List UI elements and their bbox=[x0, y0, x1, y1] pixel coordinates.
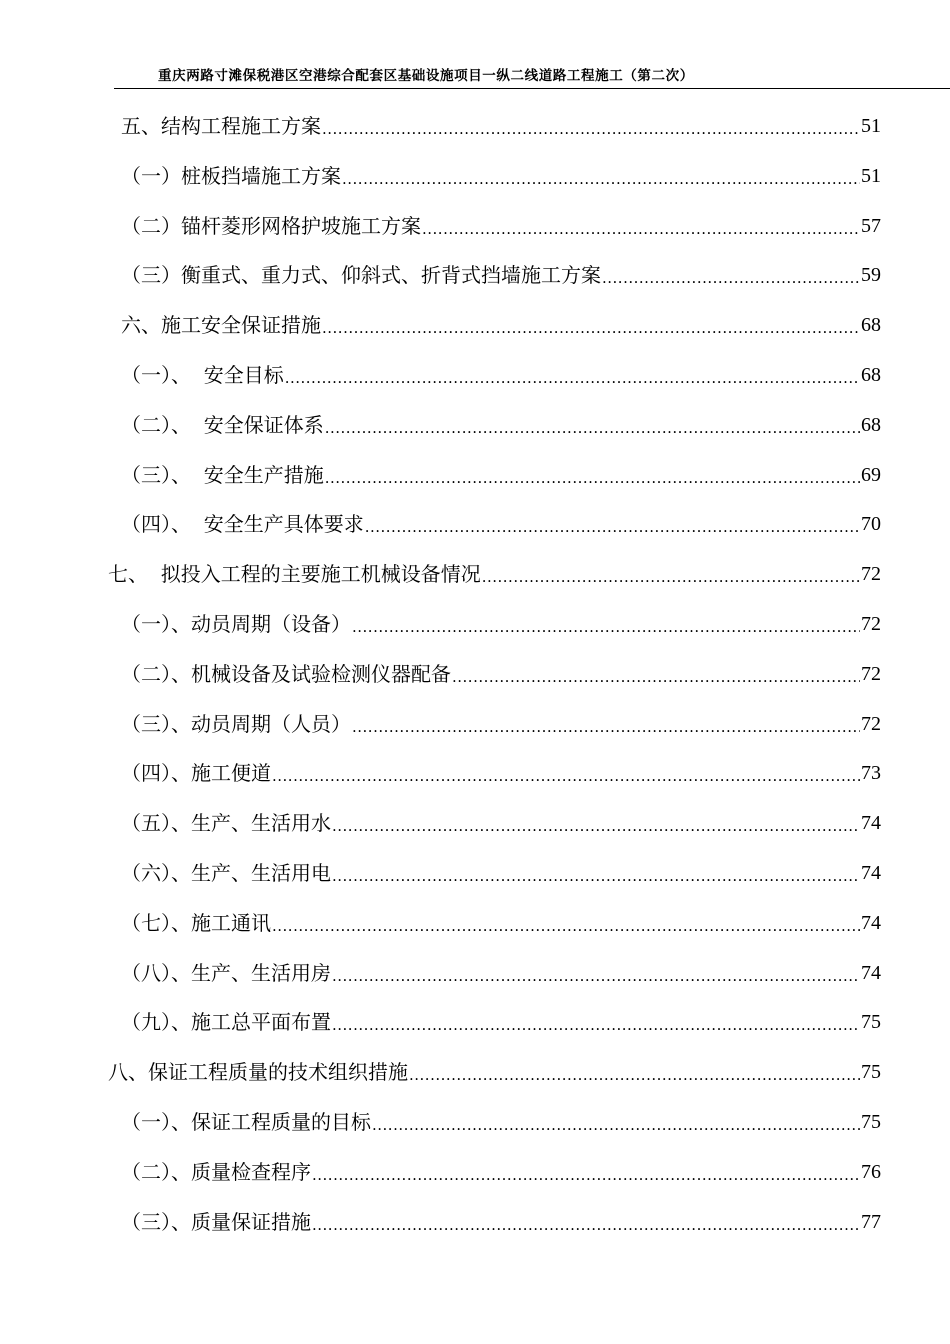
toc-entry-page: 75 bbox=[861, 1111, 881, 1133]
toc-entry-page: 76 bbox=[861, 1160, 881, 1183]
toc-entry-page: 72 bbox=[861, 712, 881, 735]
toc-entry-label: 八、保证工程质量的技术组织措施 bbox=[108, 1060, 408, 1085]
toc-entry[interactable] bbox=[121, 848, 881, 898]
toc-entry-page: 59 bbox=[861, 264, 881, 287]
toc-entry-label: 七、 拟投入工程的主要施工机械设备情况 bbox=[108, 562, 481, 587]
header-title: 重庆两路寸滩保税港区空港综合配套区基础设施项目一纵二线道路工程施工（第二次） bbox=[158, 68, 694, 84]
toc-leader-dots bbox=[602, 253, 860, 303]
toc-entry[interactable] bbox=[121, 997, 881, 1047]
toc-leader-dots bbox=[352, 602, 860, 652]
toc-entry-label: 六、施工安全保证措施 bbox=[121, 313, 321, 338]
toc-entry-page: 74 bbox=[861, 911, 881, 934]
toc-entry[interactable] bbox=[121, 748, 881, 798]
toc-entry-label: （二）、机械设备及试验检测仪器配备 bbox=[121, 661, 451, 686]
toc-entry[interactable] bbox=[121, 1147, 881, 1197]
toc-leader-dots bbox=[312, 1150, 860, 1200]
toc-entry[interactable] bbox=[121, 101, 881, 151]
toc-entry-page: 68 bbox=[861, 314, 881, 337]
toc-entry[interactable] bbox=[121, 599, 881, 649]
toc-entry[interactable] bbox=[121, 948, 881, 998]
toc-leader-dots bbox=[352, 702, 860, 752]
toc-entry-label: （六）、生产、生活用电 bbox=[121, 861, 331, 885]
toc-entry-label: （一）、 安全目标 bbox=[121, 363, 284, 387]
toc-entry-page: 72 bbox=[861, 613, 881, 635]
page-header bbox=[0, 66, 950, 90]
toc-entry[interactable] bbox=[121, 898, 881, 948]
toc-entry[interactable] bbox=[121, 649, 881, 699]
header-rule bbox=[114, 88, 950, 89]
toc-leader-dots bbox=[322, 303, 860, 353]
toc-entry-label: （三）、质量保证措施 bbox=[121, 1209, 311, 1234]
toc-entry-label: （七）、施工通讯 bbox=[121, 910, 271, 935]
toc-entry[interactable] bbox=[108, 1047, 881, 1097]
toc-entry-page: 74 bbox=[861, 961, 881, 984]
toc-entry-page: 74 bbox=[861, 812, 881, 835]
toc-entry-page: 69 bbox=[861, 463, 881, 486]
toc-entry-label: （九）、施工总平面布置 bbox=[121, 1010, 331, 1035]
toc-entry-page: 77 bbox=[861, 1210, 881, 1233]
toc-leader-dots bbox=[372, 1100, 860, 1150]
toc-entry-page: 57 bbox=[861, 214, 881, 237]
toc-entry-page: 72 bbox=[861, 662, 881, 685]
toc-entry[interactable] bbox=[121, 798, 881, 848]
toc-entry[interactable] bbox=[121, 699, 881, 749]
toc-entry-label: （二）锚杆菱形网格护坡施工方案 bbox=[121, 213, 421, 238]
toc-entry[interactable] bbox=[121, 250, 881, 300]
toc-entry-page: 68 bbox=[861, 413, 881, 436]
toc-leader-dots bbox=[332, 851, 860, 901]
toc-entry-page: 75 bbox=[861, 1061, 881, 1084]
toc-leader-dots bbox=[312, 1200, 860, 1250]
toc-entry-label: （五）、生产、生活用水 bbox=[121, 811, 331, 836]
toc-entry-label: （四）、施工便道 bbox=[121, 761, 271, 786]
toc-leader-dots bbox=[332, 951, 860, 1001]
toc-leader-dots bbox=[322, 104, 860, 154]
toc-leader-dots bbox=[365, 502, 860, 552]
toc-entry[interactable] bbox=[121, 350, 881, 400]
toc-entry[interactable] bbox=[108, 549, 881, 599]
toc-entry-label: （二）、质量检查程序 bbox=[121, 1159, 311, 1184]
toc-leader-dots bbox=[285, 353, 860, 403]
toc-leader-dots bbox=[342, 154, 860, 204]
toc-leader-dots bbox=[482, 552, 860, 602]
toc-entry-page: 72 bbox=[861, 563, 881, 586]
toc-entry-page: 51 bbox=[861, 164, 881, 187]
toc-leader-dots bbox=[422, 204, 860, 254]
toc-entry-label: （三）、 安全生产措施 bbox=[121, 462, 324, 487]
toc-entry-label: （四）、 安全生产具体要求 bbox=[121, 512, 364, 537]
toc-leader-dots bbox=[332, 801, 860, 851]
toc-entry-page: 51 bbox=[861, 115, 881, 137]
toc-entry[interactable] bbox=[121, 499, 881, 549]
toc-entry[interactable] bbox=[121, 450, 881, 500]
toc-entry[interactable] bbox=[121, 400, 881, 450]
toc-entry-page: 74 bbox=[861, 862, 881, 884]
toc-leader-dots bbox=[272, 901, 860, 951]
toc-entry-page: 73 bbox=[861, 762, 881, 785]
toc-entry[interactable] bbox=[121, 201, 881, 251]
toc-entry-label: 五、结构工程施工方案 bbox=[121, 114, 321, 138]
toc-entry-label: （八）、生产、生活用房 bbox=[121, 960, 331, 985]
toc-entry-label: （三）衡重式、重力式、仰斜式、折背式挡墙施工方案 bbox=[121, 263, 601, 288]
toc-entry-label: （二）、 安全保证体系 bbox=[121, 412, 324, 437]
toc-entry-page: 68 bbox=[861, 364, 881, 386]
toc-entry-page: 70 bbox=[861, 513, 881, 536]
toc-leader-dots bbox=[325, 403, 860, 453]
toc-leader-dots bbox=[272, 751, 860, 801]
toc-leader-dots bbox=[409, 1050, 860, 1100]
toc-entry[interactable] bbox=[121, 151, 881, 201]
toc-entry[interactable] bbox=[121, 1197, 881, 1247]
toc-leader-dots bbox=[325, 453, 860, 503]
toc-entry-label: （三）、动员周期（人员） bbox=[121, 711, 351, 736]
toc-leader-dots bbox=[452, 652, 860, 702]
toc-entry-page: 75 bbox=[861, 1011, 881, 1034]
toc-entry-label: （一）、动员周期（设备） bbox=[121, 612, 351, 636]
toc-leader-dots bbox=[332, 1000, 860, 1050]
toc-entry[interactable] bbox=[121, 300, 881, 350]
toc-entry[interactable] bbox=[121, 1097, 881, 1147]
toc-entry-label: （一）、保证工程质量的目标 bbox=[121, 1110, 371, 1134]
toc-entry-label: （一）桩板挡墙施工方案 bbox=[121, 163, 341, 188]
